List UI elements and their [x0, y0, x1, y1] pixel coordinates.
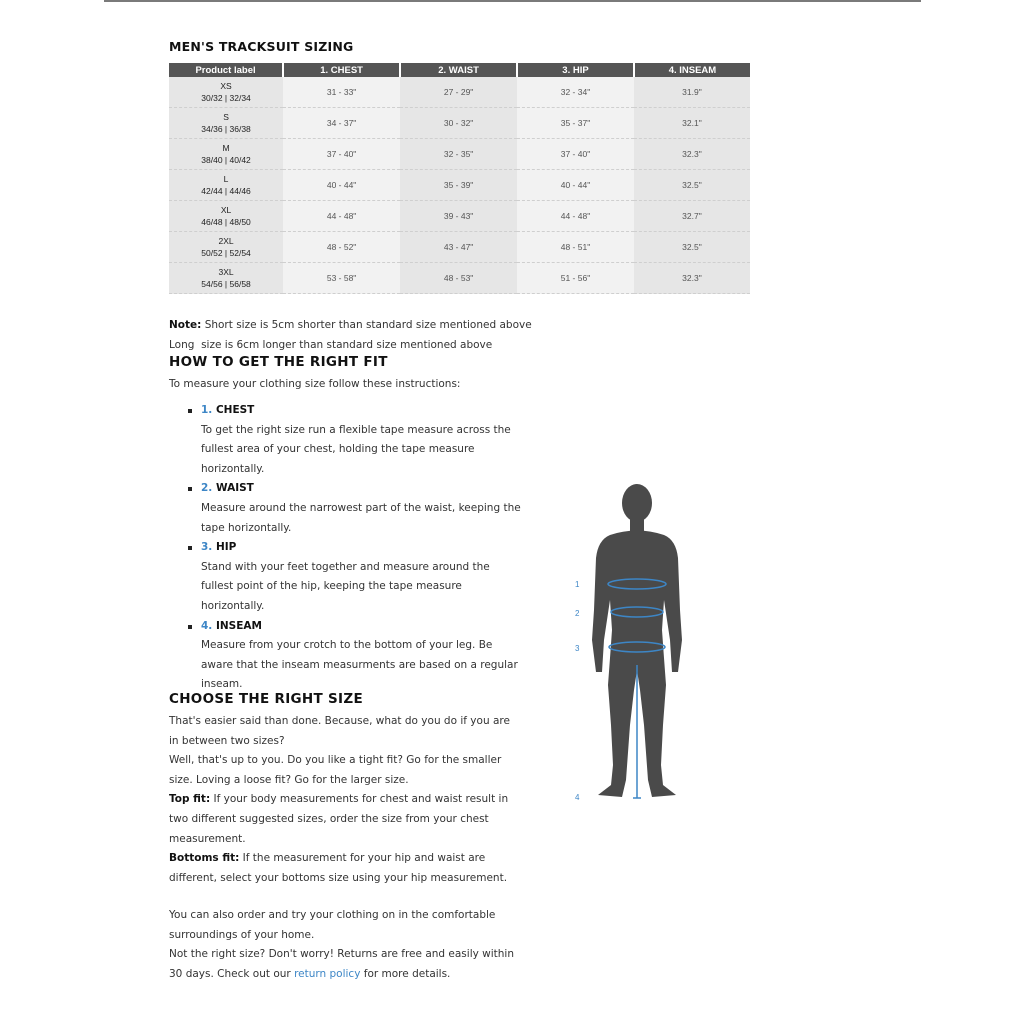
instruction-hip — [188, 538, 523, 616]
fit-intro: To measure your clothing size follow these instructions: — [169, 378, 461, 390]
note-label: Note: — [169, 319, 202, 331]
size-alt: 46/48 | 48/50 — [201, 217, 251, 227]
hip-cell: 35 - 37" — [517, 108, 634, 139]
top-fit-label: Top fit: — [169, 793, 211, 806]
header-waist: 2. WAIST — [400, 63, 517, 77]
measure-instructions — [188, 401, 523, 695]
size-name: XL — [220, 205, 232, 215]
instruction-number: 1. — [201, 404, 213, 416]
measure-label-4: 4 — [575, 793, 580, 802]
top-fit-paragraph — [169, 790, 519, 849]
note-line-1 — [169, 316, 589, 336]
page-title: MEN'S TRACKSUIT SIZING — [169, 39, 354, 54]
instruction-title — [188, 401, 523, 421]
waist-cell: 48 - 53" — [400, 263, 517, 294]
inseam-cell: 32.1" — [634, 108, 750, 139]
size-name: 3XL — [218, 267, 234, 277]
chest-cell: 31 - 33" — [283, 77, 400, 108]
waist-cell: 30 - 32" — [400, 108, 517, 139]
chest-cell: 53 - 58" — [283, 263, 400, 294]
body-silhouette-icon — [560, 480, 700, 810]
hip-cell: 32 - 34" — [517, 77, 634, 108]
inseam-cell: 32.3" — [634, 263, 750, 294]
head-shape — [622, 484, 652, 522]
waist-cell: 35 - 39" — [400, 170, 517, 201]
instruction-name: INSEAM — [215, 619, 262, 632]
bullet-icon — [188, 546, 192, 550]
size-note — [169, 316, 589, 355]
inseam-cell: 32.5" — [634, 170, 750, 201]
table-row — [169, 108, 750, 139]
bottoms-fit-paragraph — [169, 849, 519, 888]
instruction-chest — [188, 401, 523, 479]
top-divider — [104, 0, 921, 2]
body-measurement-figure — [560, 480, 700, 810]
instruction-inseam — [188, 617, 523, 695]
instruction-waist — [188, 479, 523, 538]
hip-cell: 51 - 56" — [517, 263, 634, 294]
instruction-number: 4. — [201, 619, 213, 632]
table-row — [169, 139, 750, 170]
hip-cell: 40 - 44" — [517, 170, 634, 201]
chest-cell: 48 - 52" — [283, 232, 400, 263]
size-label — [169, 108, 283, 139]
returns-text: Not the right size? Don't worry! Returns are free and easily within 30 days. Check out our — [169, 948, 515, 980]
inseam-cell: 31.9" — [634, 77, 750, 108]
neck-shape — [630, 518, 644, 532]
chest-cell: 34 - 37" — [283, 108, 400, 139]
bullet-icon — [188, 487, 192, 491]
top-fit-text: If your body measurements for chest and waist result in two different suggested sizes, order the size from your chest measurement. — [169, 793, 509, 845]
hip-cell: 44 - 48" — [517, 201, 634, 232]
table-row — [169, 263, 750, 294]
returns-text-end: for more details. — [360, 967, 451, 980]
chest-cell: 40 - 44" — [283, 170, 400, 201]
instruction-text: Stand with your feet together and measure around the fullest point of the hip, keeping the tape measure horizontally. — [201, 560, 490, 612]
choose-paragraph-2: Well, that's up to you. Do you like a tight fit? Go for the smaller size. Loving a loose fit? Go for the larger size. — [169, 754, 502, 786]
waist-cell: 27 - 29" — [400, 77, 517, 108]
choose-paragraph-1: That's easier said than done. Because, what do you do if you are in between two sizes? — [169, 715, 510, 747]
instruction-text: Measure from your crotch to the bottom of your leg. Be aware that the inseam measurments are based on a regular inseam. — [201, 639, 518, 691]
size-name: L — [223, 174, 229, 184]
size-alt: 42/44 | 44/46 — [201, 186, 251, 196]
size-name: S — [223, 112, 229, 122]
header-hip: 3. HIP — [517, 63, 634, 77]
header-inseam: 4. INSEAM — [634, 63, 750, 77]
instruction-name: WAIST — [215, 482, 254, 495]
instruction-title — [188, 538, 523, 558]
instruction-name: HIP — [215, 541, 237, 554]
hip-cell: 37 - 40" — [517, 139, 634, 170]
instruction-number: 3. — [201, 541, 213, 554]
instruction-title — [188, 479, 523, 499]
note-line-2: Long size is 6cm longer than standard size mentioned above — [169, 338, 493, 351]
waist-cell: 39 - 43" — [400, 201, 517, 232]
chest-cell: 37 - 40" — [283, 139, 400, 170]
returns-paragraph — [169, 945, 519, 984]
fit-heading: HOW TO GET THE RIGHT FIT — [169, 354, 388, 370]
size-alt: 38/40 | 40/42 — [201, 155, 251, 165]
size-label — [169, 77, 283, 108]
chest-cell: 44 - 48" — [283, 201, 400, 232]
size-label — [169, 232, 283, 263]
size-name: XS — [220, 81, 232, 91]
size-table — [169, 63, 750, 294]
table-row — [169, 201, 750, 232]
header-chest: 1. CHEST — [283, 63, 400, 77]
waist-cell: 32 - 35" — [400, 139, 517, 170]
size-label — [169, 170, 283, 201]
size-alt: 34/36 | 36/38 — [201, 124, 251, 134]
table-row — [169, 77, 750, 108]
instruction-text: To get the right size run a flexible tape measure across the fullest area of your chest, holding the tape measure horizontally. — [201, 423, 511, 475]
size-alt: 50/52 | 52/54 — [201, 248, 251, 258]
size-label — [169, 263, 283, 294]
size-alt: 30/32 | 32/34 — [201, 93, 251, 103]
hip-cell: 48 - 51" — [517, 232, 634, 263]
table-row — [169, 170, 750, 201]
bottoms-fit-text: If the measurement for your hip and waist are different, select your bottoms size using your hip measurement. — [169, 852, 508, 884]
size-label — [169, 201, 283, 232]
waist-cell: 43 - 47" — [400, 232, 517, 263]
returns-body — [169, 906, 519, 984]
bottoms-fit-label: Bottoms fit: — [169, 852, 240, 865]
instruction-number: 2. — [201, 482, 213, 495]
inseam-cell: 32.7" — [634, 201, 750, 232]
instruction-name: CHEST — [215, 404, 255, 416]
return-policy-link[interactable]: return policy — [294, 967, 361, 980]
measure-label-2: 2 — [575, 609, 580, 618]
bullet-icon — [188, 409, 192, 413]
size-name: M — [222, 143, 230, 153]
inseam-cell: 32.3" — [634, 139, 750, 170]
bullet-icon — [188, 625, 192, 629]
instruction-title — [188, 617, 523, 637]
home-try-paragraph: You can also order and try your clothing on in the comfortable surroundings of your home. — [169, 909, 496, 941]
table-header-row — [169, 63, 750, 77]
size-alt: 54/56 | 56/58 — [201, 279, 251, 289]
table-row — [169, 232, 750, 263]
size-name: 2XL — [218, 236, 234, 246]
choose-body — [169, 712, 519, 888]
note-text-1: Short size is 5cm shorter than standard size mentioned above — [204, 319, 532, 331]
measure-label-1: 1 — [575, 580, 580, 589]
instruction-text: Measure around the narrowest part of the waist, keeping the tape horizontally. — [201, 501, 521, 534]
inseam-cell: 32.5" — [634, 232, 750, 263]
measure-label-3: 3 — [575, 644, 580, 653]
size-label — [169, 139, 283, 170]
header-product-label: Product label — [169, 63, 283, 77]
choose-heading: CHOOSE THE RIGHT SIZE — [169, 691, 363, 707]
